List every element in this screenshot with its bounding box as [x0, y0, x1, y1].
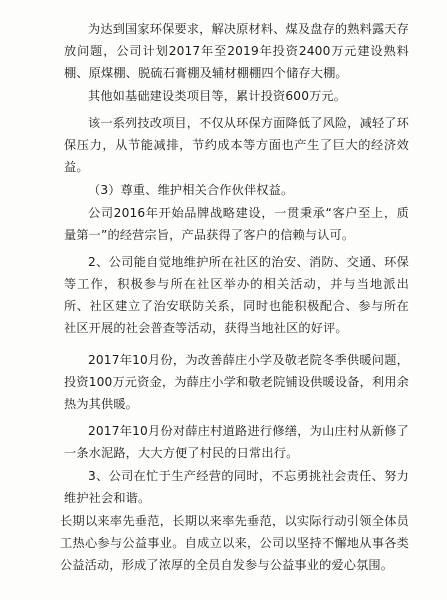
section-heading-partner-rights: （3）尊重、维护相关合作伙伴权益。: [88, 183, 294, 197]
paragraph-community-maintenance: 2、公司能自觉地维护所在社区的治安、消防、交通、环保等工作，积极参与所在社区举办的相关活动，并与当地派出所、社区建立了治安联防关系，同时也能积极配合、参与所在社区开展的社会普查等活动，获得当地社区的好评。: [64, 255, 409, 335]
paragraph-public-welfare: 长期以来率先垂范，长期以来率先垂范，以实际行动引领全体员工热心参与公益事业。自成立以来，公司以坚持不懈地从事各类公益活动，形成了浓厚的全员自发参与公益事业的爱心氛围。: [60, 514, 409, 572]
paragraph-school-heating: 2017年10月份，为改善薛庄小学及敬老院冬季供暖问题，投资100万元资金，为薛庄小学和敬老院铺设供暖设备，利用余热为其供暖。: [64, 353, 409, 411]
paragraph-infrastructure-investment: 其他如基础建设类项目等，累计投资600万元。: [88, 89, 347, 103]
paragraph-social-responsibility: 3、公司在忙于生产经营的同时，不忘勇挑社会责任、努力维护社会和谐。: [64, 469, 409, 505]
document-body: [60, 18, 409, 576]
paragraph-brand-strategy: 公司2016年开始品牌战略建设，一贯秉承“客户至上，质量第一”的经营宗旨，产品获得了客户的信赖与认可。: [64, 206, 409, 242]
paragraph-technical-upgrade-benefits: 该一系列技改项目，不仅从环保方面降低了风险，减轻了环保压力，从节能减排，节约成本等方面也产生了巨大的经济效益。: [64, 116, 409, 174]
paragraph-storage-sheds: 为达到国家环保要求，解决原材料、煤及盘存的熟料露天存放问题，公司计划2017年至2019年投资2400万元建设熟料棚、原煤棚、脱硫石膏棚及辅材棚棚四个储存大棚。: [64, 22, 409, 80]
paragraph-village-road: 2017年10月份对薛庄村道路进行修缮，为山庄村从新修了一条水泥路，大大方便了村民的日常出行。: [64, 424, 409, 460]
